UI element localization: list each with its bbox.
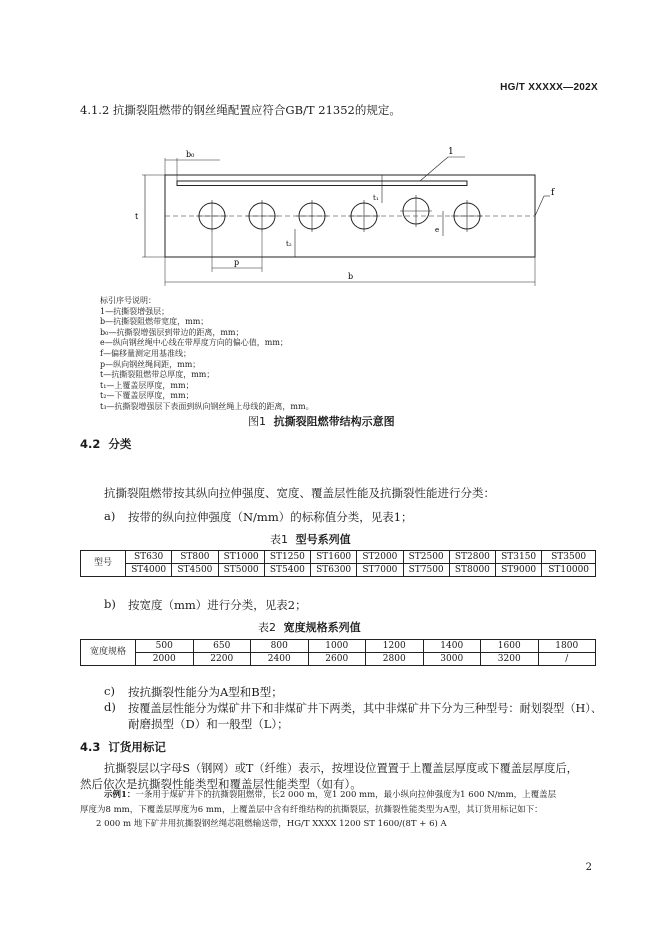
table-cell: ST2800 [449,551,495,564]
item-d-marker: d) [104,700,116,714]
section-4-1-2-text: 4.1.2 抗撕裂阻燃带的钢丝绳配置应符合GB/T 21352的规定。 [80,103,401,117]
example-1-text: 一条用于煤矿井下的抗撕裂阻燃带，长2 000 m，宽1 200 mm，最小纵向拉伸强度为1 600 N/mm，上覆盖层 [135,790,557,800]
table-2-row-label: 宽度规格 [81,640,136,666]
figure-1-diagram [120,140,560,292]
table-cell: 800 [251,640,309,653]
section-4-3-heading [80,739,166,755]
table-cell: 650 [193,640,251,653]
document-code: HG/T XXXXX—202X [500,82,598,93]
table-1-model-series [80,550,596,577]
table-cell: 1200 [366,640,424,653]
table-cell: 2600 [308,653,366,666]
table-cell: ST3150 [496,551,542,564]
table-2-width-series [80,639,596,666]
table-cell: 2000 [136,653,194,666]
example-1-line-2: 厚度为8 mm，下覆盖层厚度为6 mm，上覆盖层中含有纤维结构的抗撕裂层，抗撕裂性能类型为A型，其订货用标记如下： [80,805,543,815]
section-4-3-para-line-2: 然后依次是抗撕裂性能类型和覆盖层性能类型（如有）。 [80,777,362,791]
table-1-caption [270,531,351,547]
example-1-line-3: 2 000 m 地下矿井用抗撕裂钢丝绳芯阻燃输送带，HG/T XXXX 1200 ST 1600/(8T + 6) A [96,819,447,829]
label-t: t [135,212,139,221]
table-1-row-label: 型号 [81,551,126,577]
table-cell: ST8000 [449,564,495,577]
table-row [81,564,596,577]
label-1: 1 [448,147,454,157]
legend-title: 标引序号说明： [100,296,156,305]
legend-item: t₁—上覆盖层厚度，mm； [100,380,194,390]
table-2-caption [258,619,361,635]
table-cell: 1600 [481,640,539,653]
label-p: p [234,258,240,267]
table-cell: 2400 [251,653,309,666]
legend-item: 1—抗撕裂增强层； [100,306,170,316]
legend-item: t—抗撕裂阻燃带总厚度，mm； [100,370,215,380]
table-cell: ST4000 [126,564,172,577]
label-t2: t₂ [286,240,292,248]
figure-1-legend [100,296,314,413]
item-c-text: 按抗撕裂性能分为A型和B型； [128,685,283,699]
table-cell: ST1000 [218,551,264,564]
table-cell: 1400 [423,640,481,653]
item-a-text: 按带的纵向拉伸强度（N/mm）的标称值分类，见表1； [128,510,413,524]
example-1-line-1 [104,789,556,802]
legend-item: e—纵向钢丝绳中心线在带厚度方向的偏心值，mm； [100,338,288,348]
table-cell: / [538,653,596,666]
figure-1-caption [248,413,395,429]
item-d-line-2: 耐磨损型（D）和一般型（L）； [128,717,289,731]
table-cell: ST5400 [264,564,310,577]
item-b-marker: b) [104,597,116,611]
legend-item: p—纵向钢丝绳间距，mm； [100,359,201,369]
table-cell: 500 [136,640,194,653]
item-c-marker: c) [104,684,115,698]
table-cell: ST1250 [264,551,310,564]
table-cell: ST630 [126,551,172,564]
section-4-3-num: 4.3 [80,740,101,754]
section-4-2-intro: 抗撕裂阻燃带按其纵向拉伸强度、宽度、覆盖层性能及抗撕裂性能进行分类： [104,486,495,500]
legend-item: t₃—抗撕裂增强层下表面到纵向钢丝绳上母线的距离，mm。 [100,401,314,411]
label-e: e [435,226,440,234]
table-cell: ST2000 [357,551,403,564]
table-row [81,551,596,564]
label-b: b [348,272,354,281]
table-cell: 2200 [193,653,251,666]
table-1-caption-num: 表1 [270,533,288,546]
table-cell: ST3500 [542,551,596,564]
section-4-3-title: 订货用标记 [108,740,166,754]
section-4-2-num: 4.2 [80,437,101,451]
table-cell: ST9000 [496,564,542,577]
table-cell: 3000 [423,653,481,666]
table-cell: ST5000 [218,564,264,577]
item-a-marker: a) [104,509,116,523]
legend-item: f—偏移量测定用基准线； [100,348,191,358]
table-cell: ST1600 [311,551,357,564]
section-4-2-title: 分类 [108,437,132,451]
figure-1-caption-num: 图1 [248,415,266,428]
legend-item: b₀—抗撕裂增强层到带边的距离，mm； [100,327,244,337]
legend-item: t₂—下覆盖层厚度，mm； [100,391,194,401]
table-row [81,640,596,653]
table-cell: ST2500 [403,551,449,564]
table-row [81,653,596,666]
table-cell: ST7500 [403,564,449,577]
table-cell: 2800 [366,653,424,666]
table-cell: ST800 [172,551,218,564]
section-4-2-heading [80,436,131,452]
label-b0: b₀ [186,150,195,159]
label-f: f [551,188,555,198]
table-cell: ST7000 [357,564,403,577]
tear-reinforcement-layer [177,181,467,186]
steel-cords [199,198,480,229]
table-cell: ST10000 [542,564,596,577]
section-4-3-para-line-1: 抗撕裂层以字母S（钢网）或T（纤维）表示，按埋设位置置于上覆盖层厚度或下覆盖层厚度后， [104,762,578,775]
table-2-caption-num: 表2 [258,621,276,634]
table-cell: 1800 [538,640,596,653]
item-d-line-1: 按覆盖层性能分为煤矿井下和非煤矿井下两类，其中非煤矿井下分为三种型号：耐划裂型（H）、 [128,702,603,715]
table-2-caption-title: 宽度规格系列值 [283,621,361,634]
figure-1-caption-title: 抗撕裂阻燃带结构示意图 [273,415,395,428]
table-cell: ST6300 [311,564,357,577]
item-b-text: 按宽度（mm）进行分类，见表2； [128,598,307,612]
table-1-caption-title: 型号系列值 [295,533,351,546]
table-cell: ST4500 [172,564,218,577]
label-t1: t₁ [373,194,379,202]
table-cell: 3200 [481,653,539,666]
legend-item: b—抗撕裂阻燃带宽度，mm； [100,317,209,327]
table-cell: 1000 [308,640,366,653]
example-1-label: 示例1： [104,790,136,800]
page-number: 2 [585,862,592,873]
